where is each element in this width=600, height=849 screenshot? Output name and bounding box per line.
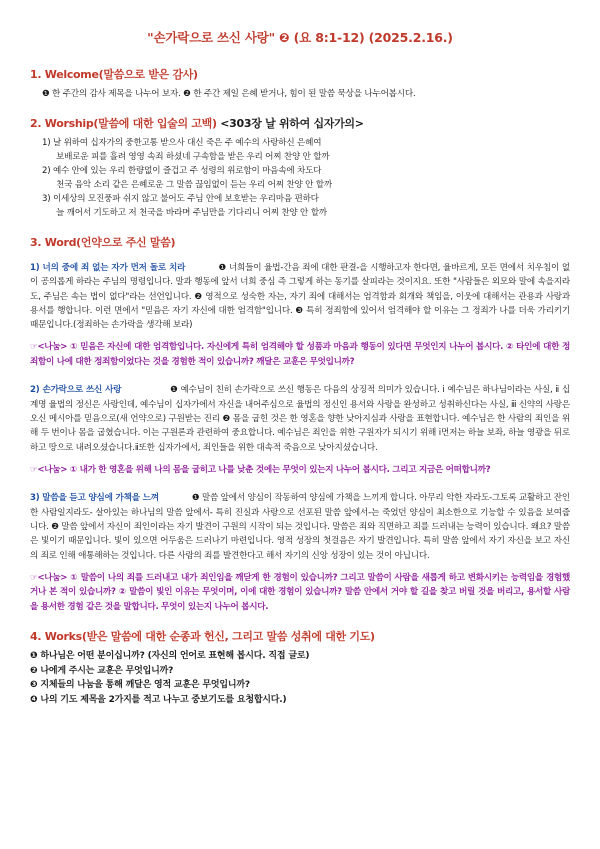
hymn-verse-line: 보배로운 피를 흘려 영영 속죄 하셨네 구속함을 받은 우리 어찌 찬양 안 할까 [56, 152, 330, 162]
section-word-heading: 3. Word(언약으로 주신 말씀) [30, 236, 176, 249]
point-2-body: ❶ 예수님이 친히 손가락으로 쓰신 행동은 다음의 상징적 의미가 있습니다. ⅰ 예수님은 하나님이라는 사실, ⅱ 십계명 율법의 정신은 사랑인데, 예수님이 십자가에서 자신을 내어주심으로 율법의 정신인 용서와 사랑을 완성하고 성취하신다는 사실, ⅲ 신약의 사랑은 오신 메시아를 믿음으로(새 언약으로) 구원받는 진리 ❷ 몸을 굽힌 것은 한 영혼을 향한 낮아지심과 사랑을 표현합니다. 예수님은 한 사람의 죄인을 위해 두 번이나 몸을 굽혔습니다. 이는 구원론과 관련하여 중요합니다. 예수님은 죄인을 위한 구원자가 되시기 위해 ⅰ먼저는 하늘 보좌, 하늘 영광을 뒤로하고 땅으로 내려오셨습니다.ⅱ또한 십자가에서, 죄인들을 위한 대속적 죽음으로 낮아지셨습니다. [30, 385, 570, 453]
works-item: ❸ 지체들의 나눔을 통해 깨달은 영적 교훈은 무엇입니까? [30, 680, 250, 691]
point-3-heading: 3) 말씀을 듣고 양심에 가책을 느껴 [30, 493, 159, 504]
works-item: ❹ 나의 기도 제목을 2가지를 적고 나누고 중보기도를 요청합시다.) [30, 694, 287, 705]
point-1-body: ❶ 너희들이 율법-간음 죄에 대한 판결-을 시행하고자 한다면, 율바르게, 모든 면에서 치우침이 없이 공의롭게 하라는 주님의 명령입니다. 말과 행동에 앞서 너희 중심 즉 그렇게 하는 동기를 살피라는 것이지요. 또한 "사람들은 외모와 말에 속을지라도, 주님은 속는 법이 없다"라는 선언입니다. ❷ 영적으로 성숙한 자는, 자기 죄에 대해서는 엄격함과 회개와 책임을, 이웃에 대해서는 관용과 사랑과 용서를 행합니다. 이런 면에서 "믿음은 자기 자신에 대한 엄격함"입니다. ❸ 특히 정죄함에 있어서 엄격해야 할 이유는 그 정죄가 나를 더욱 가리키기 때문입니다.(정죄하는 손가락을 생각해 보라) [30, 263, 570, 331]
section-worship-heading [30, 115, 570, 131]
welcome-instruction: ❶ 한 주간의 감사 제목을 나누어 보자. ❷ 한 주간 제일 은혜 받거나, 힘이 된 말씀 묵상을 나누어봅시다. [42, 89, 416, 99]
point-2-paragraph [30, 383, 570, 454]
hymn-verse-line: 2) 예수 안에 있는 우리 한량없이 즐겁고 주 성령의 위로함이 마음속에 차도다 [42, 166, 322, 176]
section-works-heading: 4. Works(받은 말씀에 대한 순종과 헌신, 그리고 말씀 성취에 대한 기도) [30, 630, 375, 644]
point-2-heading: 2) 손가락으로 쓰신 사랑 [30, 385, 122, 396]
works-item: ❶ 하나님은 어떤 분이십니까? (자신의 언어로 표현해 봅시다. 직접 글로) [30, 651, 310, 662]
point-1-heading: 1) 너의 중에 죄 없는 자가 먼저 돌로 치라 [30, 263, 186, 273]
works-item: ❷ 나에게 주시는 교훈은 무엇입니까? [30, 665, 174, 676]
hymn-verse-line: 늘 깨어서 기도하고 저 천국을 바라며 주님만을 기다리니 어찌 찬양 안 할까 [56, 208, 327, 218]
point-3-paragraph [30, 491, 570, 562]
point-1-sharing-question: ☞<나눔> ① 믿음은 자신에 대한 엄격함입니다. 자신에게 특히 엄격해야 할 성품과 마음과 행동이 있다면 무엇인지 나누어 봅시다. ② 타인에 대한 정죄함이 나에 대한 정죄함이었다는 것을 경험한 적이 있습니까? 깨달은 교훈은 무엇입니까? [30, 342, 570, 367]
point-2-sharing-question: ☞<나눔> ① 내가 한 영혼을 위해 나의 몸을 굽히고 나를 낮춘 것에는 무엇이 있는지 나누어 봅시다. 그리고 지금은 어떠합니까? [30, 464, 491, 475]
hymn-verse-line: 천국 음악 소리 같은 은혜로운 그 말씀 끊임없이 듣는 우리 어찌 찬양 안 할까 [56, 180, 332, 190]
worship-heading-text: 2. Worship(말씀에 대한 입술의 고백) [30, 117, 217, 130]
page-title: "손가락으로 쓰신 사랑" ❷ (요 8:1-12) (2025.2.16.) [147, 30, 453, 45]
point-3-sharing-question: ☞<나눔> ① 말씀이 나의 죄를 드러내고 내가 죄인임을 깨닫게 한 경험이 있습니까? 그리고 말씀이 사람을 새롭게 하고 변화시키는 능력임을 경험했거나 본 적이 있습니까? ② 말씀이 빛인 이유는 무엇이며, 이에 대한 경험이 있습니까? 말씀 안에서 거야 할 길을 찾고 버릴 것을 버리고, 용서할 사람을 용서한 경험 같은 것을 말합니다. 무엇이 있는지 나누어 봅시다. [30, 572, 570, 612]
hymn-number: <303장 날 위하여 십자가의> [216, 117, 364, 130]
hymn-verse-line: 3) 이세상의 모진풍파 쉬지 않고 불어도 주님 안에 보호받는 우리마음 편하다 [42, 194, 319, 204]
point-1-paragraph [30, 261, 570, 332]
hymn-verse-line: 1) 날 위하여 십자가의 중한고통 받으사 대신 죽은 주 예수의 사랑하신 은혜여 [42, 138, 322, 148]
point-3-body: ❶ 말씀 앞에서 양심이 작동하여 양심에 가책을 느끼게 합니다. 아무리 악한 자라도-그토록 교활하고 잔인한 사람일지라도- 살아있는 하나님의 말씀 앞에서- 특히 진실과 사랑으로 선포된 말씀 앞에서-는 죽었던 양심이 최소한으로 기능할 수 있음을 보여줍니다. ❷ 말씀 앞에서 자신이 죄인이라는 자기 발견이 구원의 시작이 되는 것입니다. 말씀은 죄와 직면하고 죄를 드러내는 능력이 있습니다. 왜요? 말씀은 빛이기 때문입니다. 빛이 있으면 어두움은 드러나기 마련입니다. 영적 성장의 첫걸음은 자기 발견입니다. 특히 말씀 앞에서 자기 자신을 보고 자신의 죄로 인해 애통해하는 것입니다. 다른 사람의 죄를 발견한다고 해서 자기의 신앙 성장이 있는 것이 아닙니다. [30, 493, 571, 561]
section-welcome-heading: 1. Welcome(말씀으로 받은 감사) [30, 68, 198, 81]
